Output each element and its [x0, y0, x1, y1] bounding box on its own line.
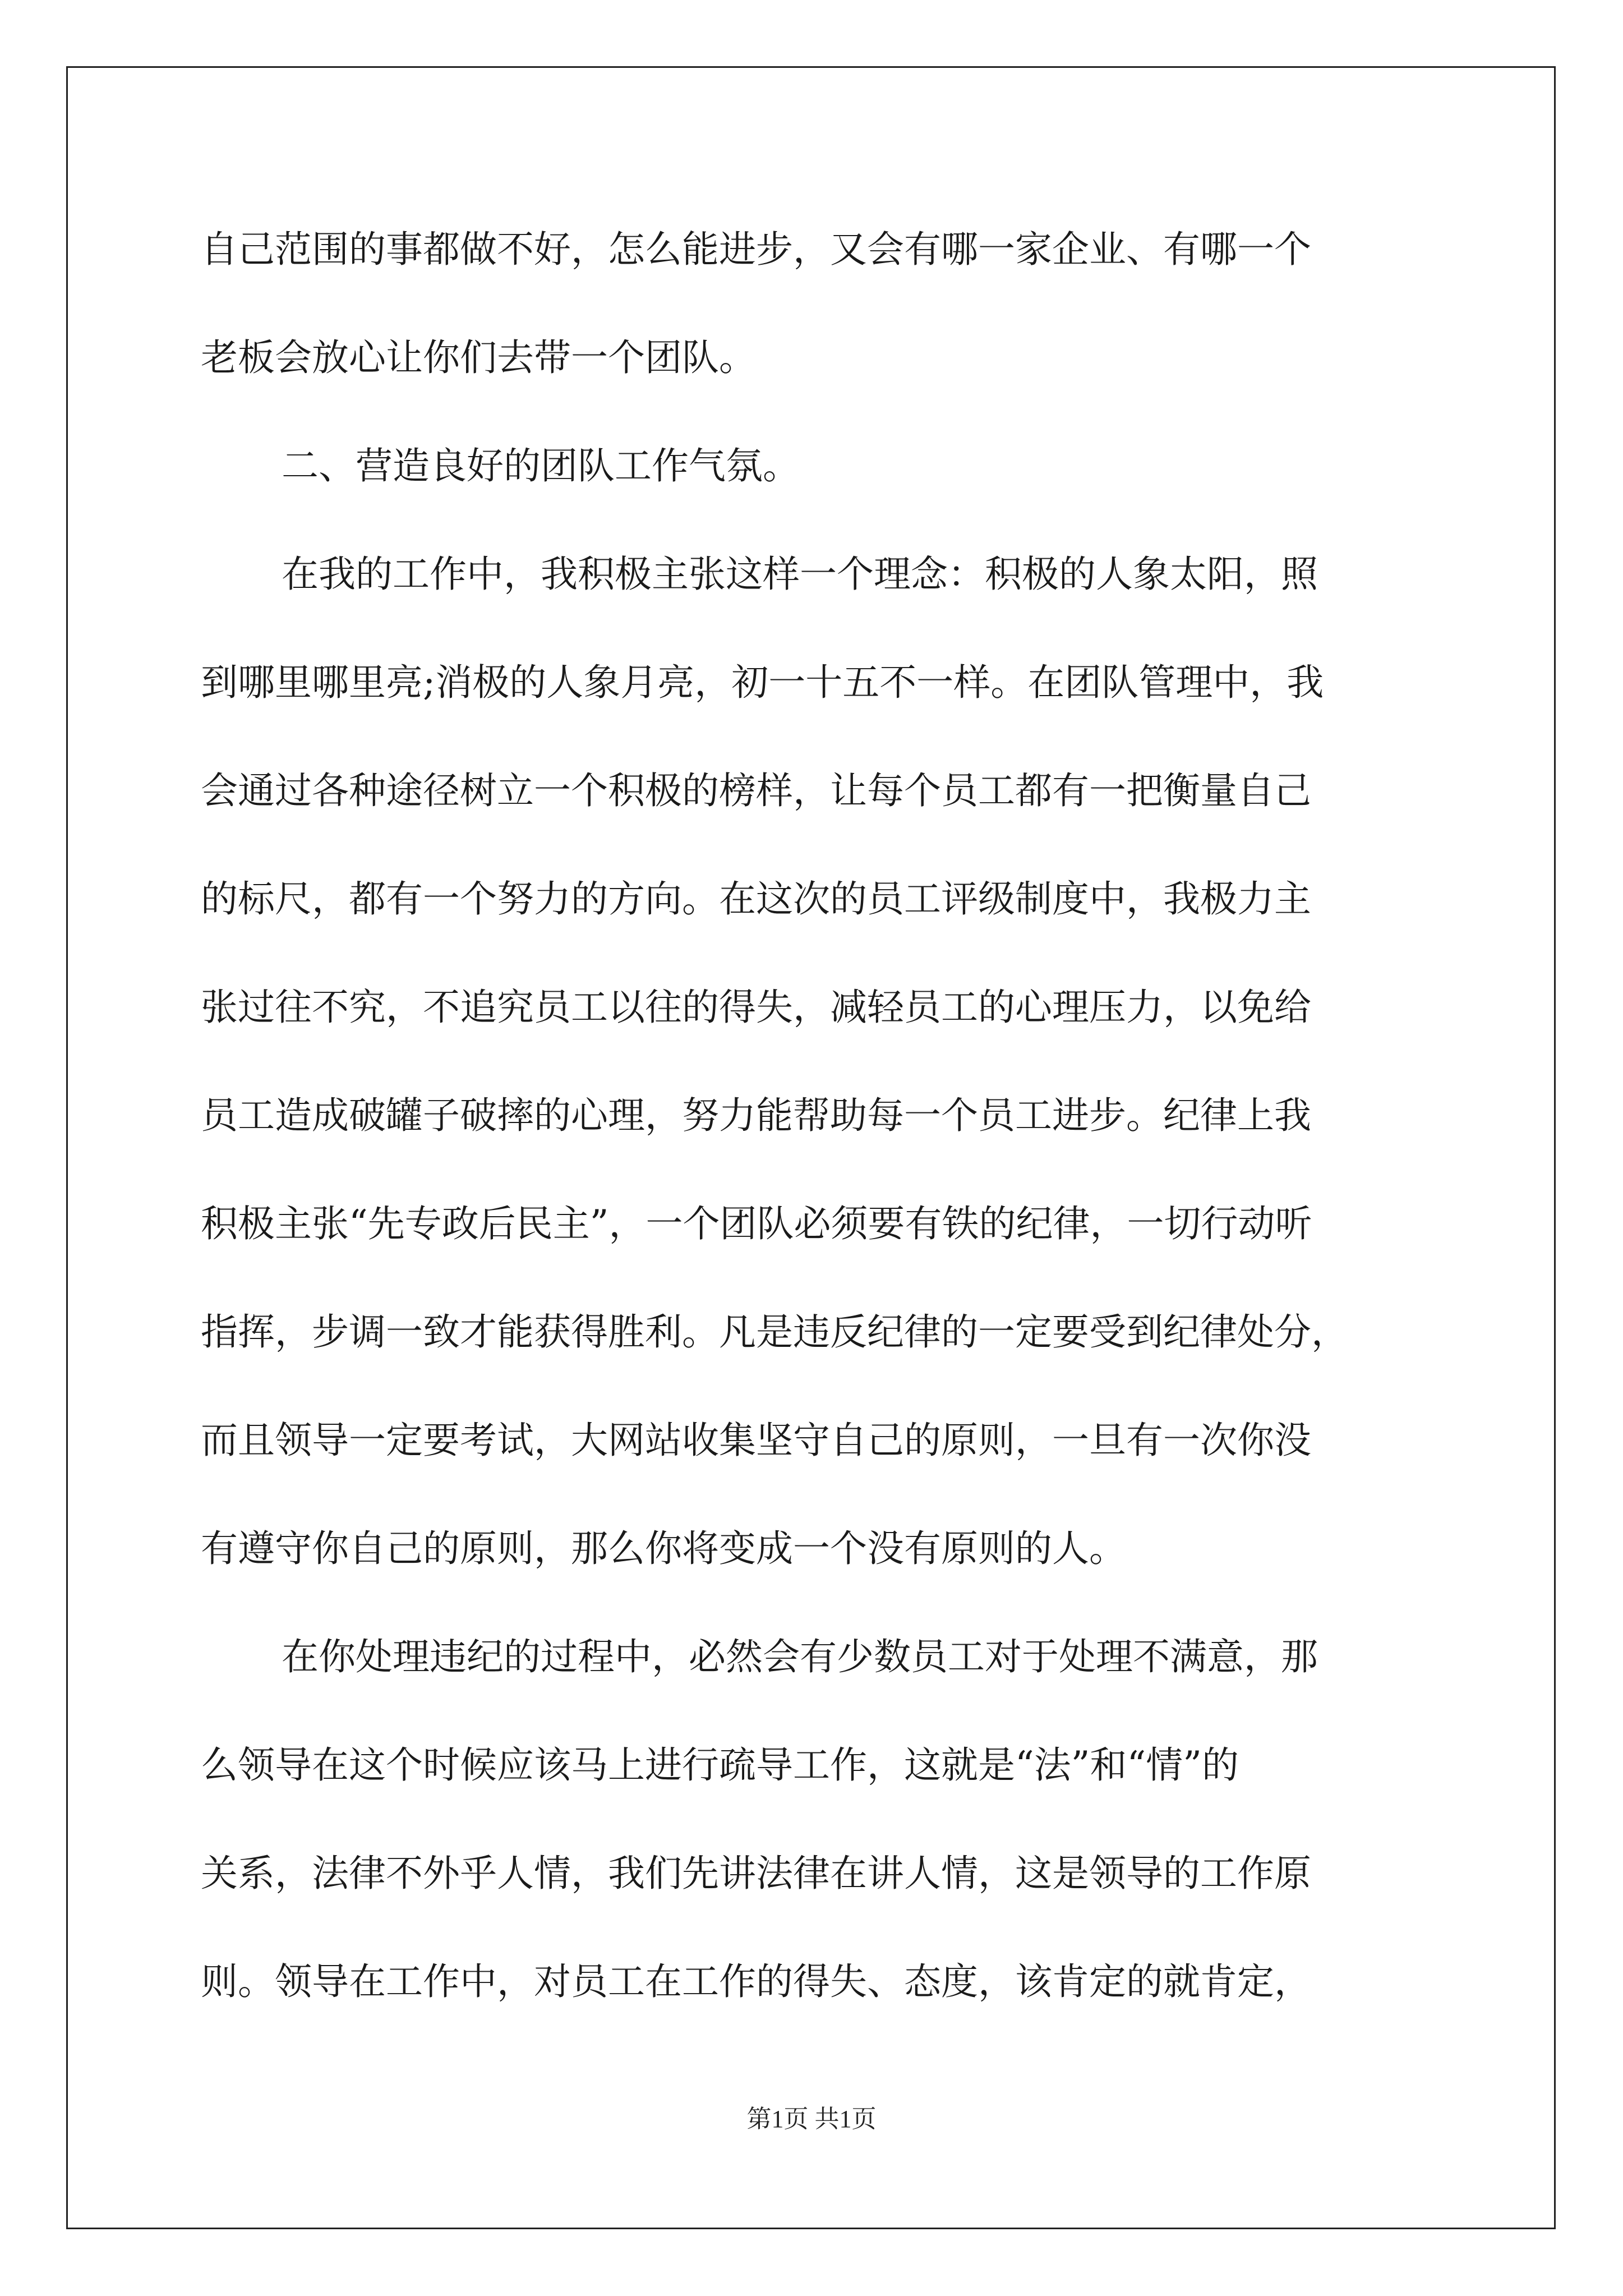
text-line: 则。领导在工作中，对员工在工作的得失、态度，该肯定的就肯定，	[201, 1960, 1311, 2003]
text-line: 而且领导一定要考试，大网站收集坚守自己的原则，一旦有一次你没	[201, 1419, 1311, 1462]
text-line: 么领导在这个时候应该马上进行疏导工作，这就是“法”和“情”的	[201, 1743, 1239, 1787]
section-heading: 二、营造良好的团队工作气氛。	[282, 444, 800, 487]
text-line: 到哪里哪里亮;消极的人象月亮，初一十五不一样。在团队管理中，我	[201, 661, 1324, 704]
text-line: 的标尺，都有一个努力的方向。在这次的员工评级制度中，我极力主	[201, 877, 1311, 921]
text-line: 在我的工作中，我积极主张这样一个理念：积极的人象太阳，照	[282, 553, 1318, 596]
text-line: 自己范围的事都做不好，怎么能进步，又会有哪一家企业、有哪一个	[201, 228, 1311, 271]
page-footer: 第1页 共1页	[746, 2105, 877, 2133]
text-line: 老板会放心让你们去带一个团队。	[201, 336, 756, 379]
text-line: 会通过各种途径树立一个积极的榜样，让每个员工都有一把衡量自己	[201, 769, 1311, 812]
text-line: 指挥，步调一致才能获得胜利。凡是违反纪律的一定要受到纪律处分，	[201, 1310, 1348, 1354]
text-line: 在你处理违纪的过程中，必然会有少数员工对于处理不满意，那	[282, 1635, 1318, 1678]
text-line: 员工造成破罐子破摔的心理，努力能帮助每一个员工进步。纪律上我	[201, 1094, 1311, 1137]
text-line: 积极主张“先专政后民主”，一个团队必须要有铁的纪律，一切行动听	[201, 1202, 1312, 1245]
text-line: 张过往不究，不追究员工以往的得失，减轻员工的心理压力，以免给	[201, 986, 1311, 1029]
text-line: 关系，法律不外乎人情，我们先讲法律在讲人情，这是领导的工作原	[201, 1852, 1311, 1895]
text-line: 有遵守你自己的原则，那么你将变成一个没有原则的人。	[201, 1527, 1126, 1570]
